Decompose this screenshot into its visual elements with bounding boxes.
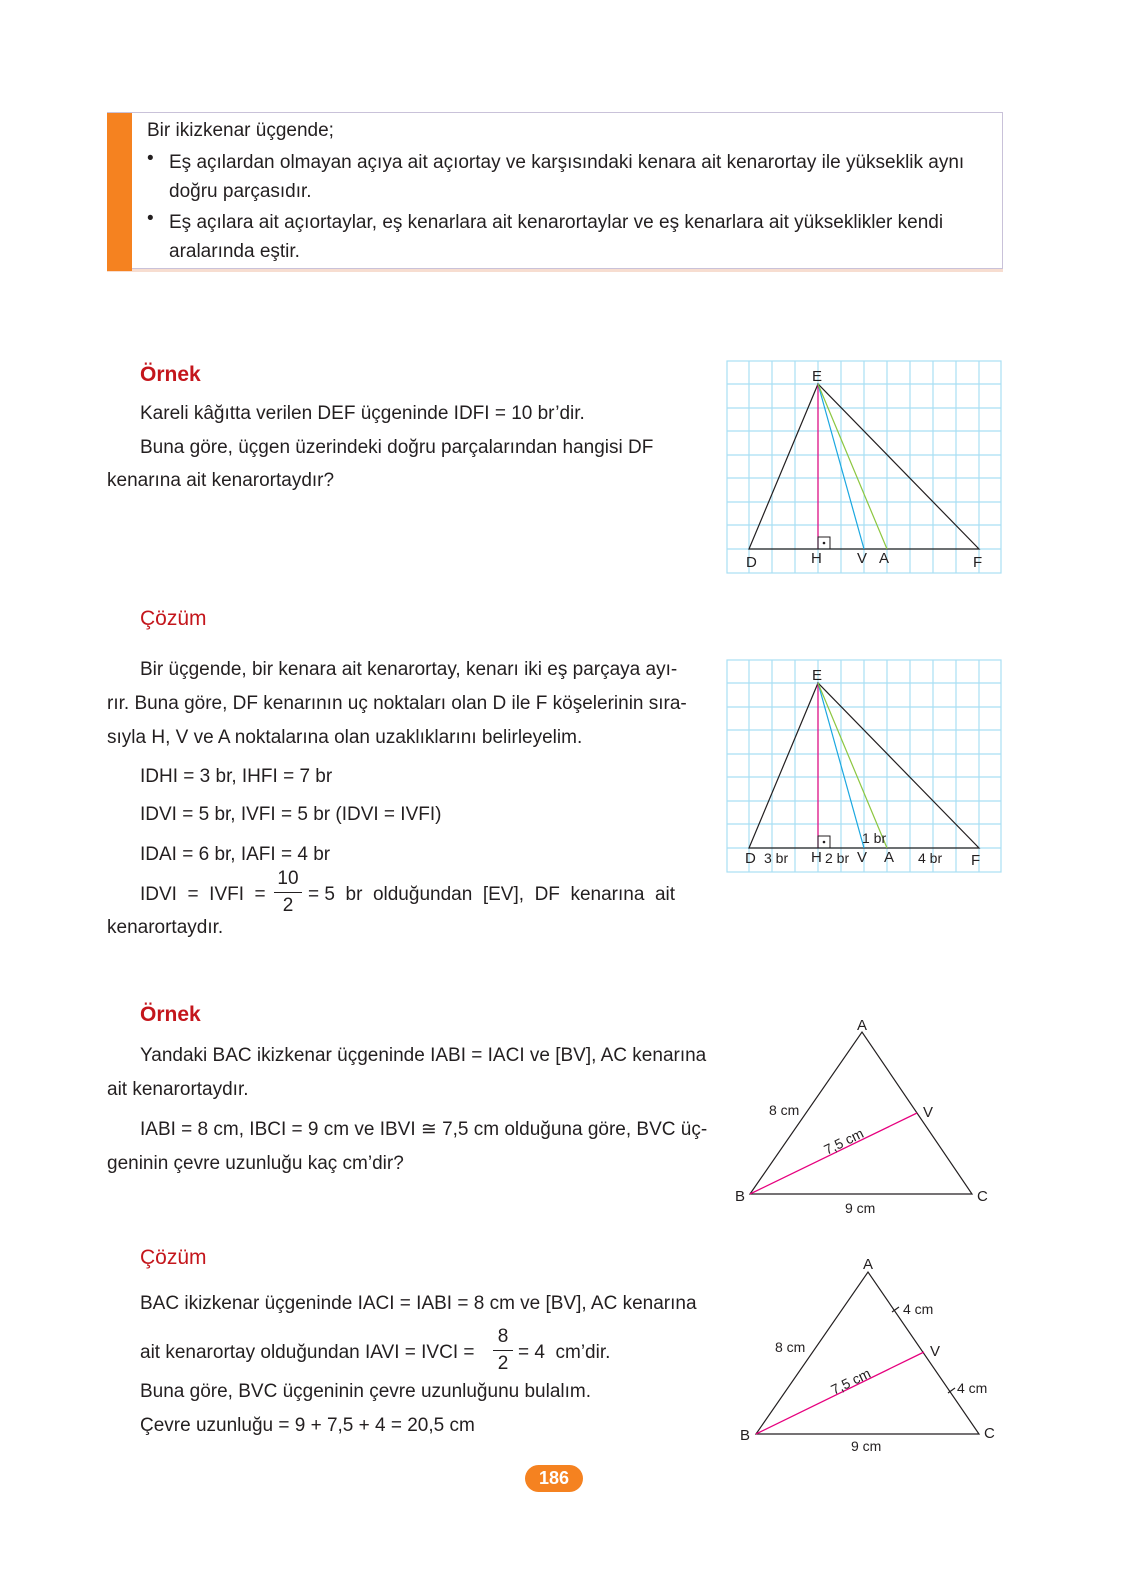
label-a: A — [857, 1017, 868, 1034]
label-af-length: 4 br — [918, 850, 943, 866]
label-f: F — [971, 852, 981, 869]
fraction-denominator: 2 — [497, 1353, 509, 1374]
bullet-icon: • — [147, 148, 154, 169]
label-v: V — [930, 1343, 941, 1360]
solution1-eq4-end: kenarortaydır. — [107, 917, 224, 938]
label-e: E — [812, 368, 823, 385]
label-c: C — [984, 1425, 995, 1442]
fraction-8-over-2 — [493, 1326, 513, 1375]
label-b: B — [735, 1188, 746, 1205]
label-a: A — [884, 849, 895, 866]
label-f: F — [973, 554, 983, 571]
solution1-heading: Çözüm — [140, 607, 207, 630]
solution2-line2-right: = 4 cm’dir. — [518, 1342, 611, 1363]
label-dh-length: 3 br — [764, 850, 789, 866]
solution1-eq3: IDAI = 6 br, IAFI = 4 br — [140, 844, 331, 865]
fraction-bar — [493, 1350, 513, 1351]
label-e: E — [812, 667, 823, 684]
label-bv-length: 7,5 cm — [821, 1124, 867, 1158]
info-box-accent-bar — [107, 113, 132, 271]
fraction-bar — [274, 892, 302, 893]
label-bv-length: 7,5 cm — [828, 1364, 874, 1398]
example1-line1: Kareli kâğıtta verilen DEF üçgeninde IDFI = 10 br’dir. — [140, 403, 585, 424]
label-vc-length: 4 cm — [957, 1380, 988, 1396]
example2-line4: geninin çevre uzunluğu kaç cm’dir? — [107, 1153, 404, 1174]
label-c: C — [977, 1188, 988, 1205]
example1-line3: kenarına ait kenarortaydır? — [107, 470, 335, 491]
solution1-line1: Bir üçgende, bir kenara ait kenarortay, kenarı iki eş parçaya ayı- — [140, 659, 678, 680]
info-bullet2-line2: aralarında eştir. — [169, 241, 300, 262]
fraction-numerator: 8 — [497, 1326, 509, 1347]
triangle-def-grid-diagram — [726, 360, 1003, 575]
label-bc-length: 9 cm — [851, 1438, 882, 1454]
label-b: B — [740, 1427, 751, 1444]
triangle-bac-diagram — [730, 1015, 1000, 1220]
info-bullet1-line1: Eş açılardan olmayan açıya ait açıortay ve karşısındaki kenara ait kenarortay ile yükseklik aynı — [169, 152, 965, 173]
info-bullet1-line2: doğru parçasıdır. — [169, 181, 312, 202]
label-a: A — [879, 550, 890, 567]
example2-line1: Yandaki BAC ikizkenar üçgeninde IABI = IACI ve [BV], AC kenarına — [140, 1045, 707, 1066]
solution1-eq1: IDHI = 3 br, IHFI = 7 br — [140, 766, 333, 787]
label-hv-length: 2 br — [825, 850, 850, 866]
triangle-bac-solution-diagram — [736, 1253, 1006, 1458]
info-bullet2-line1: Eş açılara ait açıortaylar, eş kenarlara ait kenarortaylar ve eş kenarlara ait yükseklikler kendi — [169, 212, 944, 233]
info-intro: Bir ikizkenar üçgende; — [147, 120, 334, 141]
example2-line3: IABI = 8 cm, IBCI = 9 cm ve IBVI ≅ 7,5 cm olduğuna göre, BVC üç- — [140, 1119, 708, 1140]
label-va-length: 1 br — [862, 830, 887, 846]
fraction-denominator: 2 — [282, 895, 294, 916]
solution2-heading: Çözüm — [140, 1246, 207, 1269]
triangle-def-measured-diagram — [726, 659, 1003, 874]
label-d: D — [746, 554, 757, 571]
example2-line2: ait kenarortaydır. — [107, 1079, 249, 1100]
fraction-numerator: 10 — [277, 868, 299, 889]
solution2-line1: BAC ikizkenar üçgeninde IACI = IABI = 8 cm ve [BV], AC kenarına — [140, 1293, 697, 1314]
bullet-icon: • — [147, 208, 154, 229]
example1-line2: Buna göre, üçgen üzerindeki doğru parçalarından hangisi DF — [140, 437, 654, 458]
solution2-line4: Çevre uzunluğu = 9 + 7,5 + 4 = 20,5 cm — [140, 1415, 475, 1436]
label-ab-length: 8 cm — [769, 1102, 800, 1118]
solution1-eq4-left: IDVI = IVFI = — [140, 884, 266, 905]
label-d: D — [745, 850, 756, 867]
solution1-eq4-right: = 5 br olduğundan [EV], DF kenarına ait — [308, 884, 676, 905]
label-av-length: 4 cm — [903, 1301, 934, 1317]
label-v: V — [857, 550, 868, 567]
solution2-line2-left: ait kenarortay olduğundan IAVI = IVCI = — [140, 1342, 475, 1363]
example1-heading: Örnek — [140, 363, 201, 386]
label-bc-length: 9 cm — [845, 1200, 876, 1216]
label-h: H — [811, 550, 822, 567]
solution1-line3: sıyla H, V ve A noktalarına olan uzaklıklarını belirleyelim. — [107, 727, 583, 748]
solution1-eq2: IDVI = 5 br, IVFI = 5 br (IDVI = IVFI) — [140, 804, 442, 825]
label-a: A — [863, 1256, 874, 1273]
label-v: V — [857, 849, 868, 866]
page-number: 186 — [525, 1465, 583, 1492]
solution1-line2: rır. Buna göre, DF kenarının uç noktaları olan D ile F köşelerinin sıra- — [107, 693, 687, 714]
label-ab-length: 8 cm — [775, 1339, 806, 1355]
example2-heading: Örnek — [140, 1003, 201, 1026]
fraction-10-over-2 — [274, 868, 302, 917]
label-h: H — [811, 849, 822, 866]
solution2-line3: Buna göre, BVC üçgeninin çevre uzunluğunu bulalım. — [140, 1381, 592, 1402]
label-v: V — [923, 1104, 934, 1121]
